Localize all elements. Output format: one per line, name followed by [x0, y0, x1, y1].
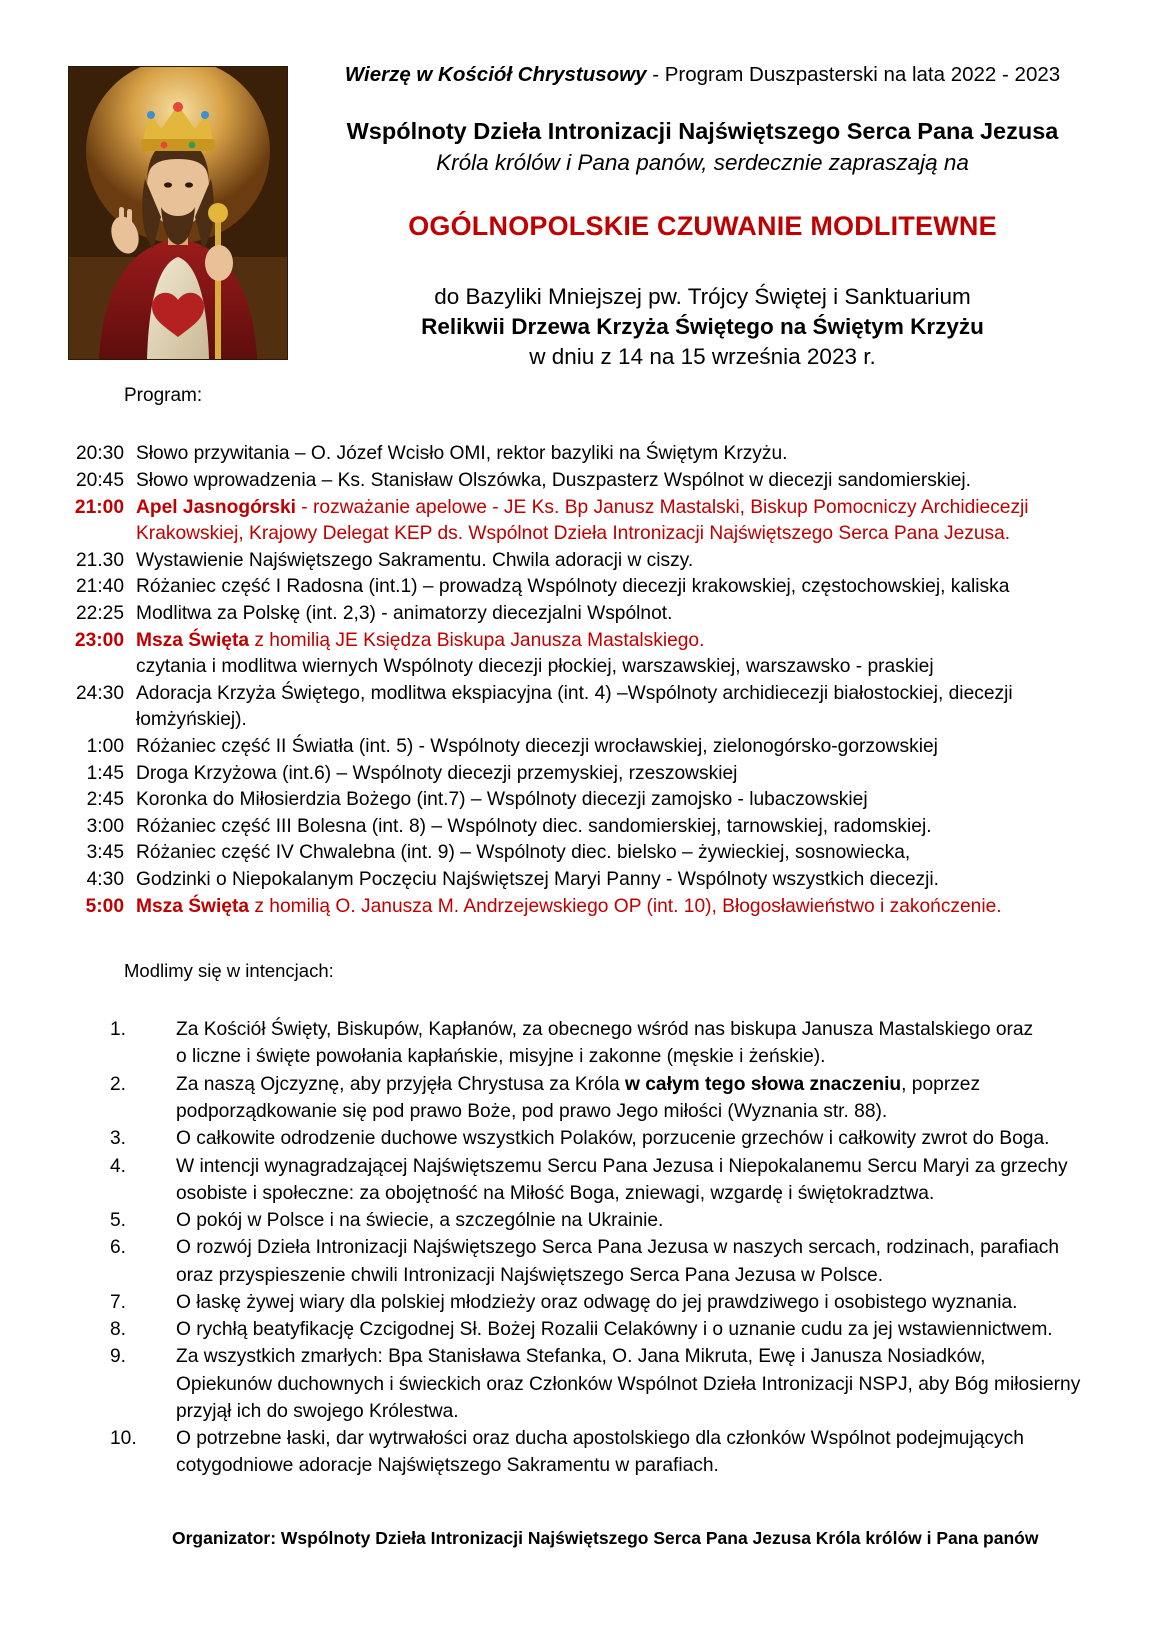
intention-text	[176, 1016, 1121, 1071]
schedule-text: łomżyńskiej).	[136, 709, 247, 731]
intention-text	[176, 1289, 1121, 1316]
schedule-text: Msza Święta z homilią JE Księdza Biskupa Janusza Mastalskiego.	[136, 629, 705, 651]
venue-line-2: Relikwii Drzewa Krzyża Świętego na Świętym Krzyżu	[421, 314, 984, 340]
schedule-text: Modlitwa za Polskę (int. 2,3) - animatorzy diecezjalni Wspólnot.	[136, 603, 673, 625]
schedule-row	[62, 734, 1117, 761]
schedule-row	[62, 761, 1117, 788]
schedule-time: 21:00	[74, 496, 124, 518]
intention-item	[110, 1125, 1121, 1152]
schedule-text: Słowo wprowadzenia – Ks. Stanisław Olszówka, Duszpasterz Wspólnot w diecezji sandomierskiej.	[136, 470, 972, 492]
schedule-list	[0, 441, 1157, 920]
schedule-row	[62, 521, 1117, 548]
schedule-text: Koronka do Miłosierdzia Bożego (int.7) – Wspólnoty diecezji zamojsko - lubaczowskiej	[136, 789, 868, 811]
schedule-time: 22:25	[75, 603, 124, 625]
event-title: OGÓLNOPOLSKIE CZUWANIE MODLITEWNE	[408, 211, 997, 242]
schedule-text: Różaniec część III Bolesna (int. 8) – Wspólnoty diec. sandomierskiej, tarnowskiej, radomskiej.	[136, 815, 932, 837]
intention-number: 5.	[110, 1210, 127, 1232]
program-series-line	[300, 62, 1105, 88]
invite-line-1: Wspólnoty Dzieła Intronizacji Najświętszego Serca Pana Jezusa	[346, 117, 1059, 144]
intention-line: O pokój w Polsce i na świecie, a szczególnie na Ukrainie.	[176, 1210, 664, 1232]
intention-line: Za wszystkich zmarłych: Bpa Stanisława Stefanka, O. Jana Mikruta, Ewę i Janusza Nosiadków,	[176, 1346, 986, 1368]
schedule-time: 1:00	[86, 736, 124, 758]
schedule-time: 20:30	[75, 443, 124, 465]
invite-line-2: Króla królów i Pana panów, serdecznie zapraszają na	[436, 150, 969, 176]
intention-number: 6.	[110, 1237, 127, 1259]
intention-number: 9.	[110, 1346, 127, 1368]
intention-text	[176, 1207, 1121, 1234]
schedule-row	[62, 548, 1117, 575]
schedule-time: 23:00	[74, 629, 124, 651]
intention-text	[176, 1316, 1121, 1343]
schedule-time: 3:45	[86, 842, 124, 864]
venue-line-1: do Bazyliki Mniejszej pw. Trójcy Świętej i Sanktuarium	[434, 284, 971, 310]
intention-line: Opiekunów duchownych i świeckich oraz Członków Wspólnot Dzieła Intronizacji NSPJ, aby Bóg miłosierny	[176, 1373, 1081, 1395]
intention-number: 2.	[110, 1073, 127, 1095]
intention-emphasis: w całym tego słowa znaczeniu	[624, 1073, 902, 1095]
intention-line: Za naszą Ojczyznę, aby przyjęła Chrystusa za Króla w całym tego słowa znaczeniu, poprzez	[176, 1073, 981, 1095]
header-text-block	[300, 62, 1105, 371]
schedule-time: 20:45	[75, 470, 124, 492]
intention-line: O rychłą beatyfikację Czcigodnej Sł. Bożej Rozalii Celakówny i o uznanie cudu za jej wstawiennictwem.	[176, 1319, 1053, 1341]
schedule-time: 2:45	[86, 789, 124, 811]
schedule-row	[62, 574, 1117, 601]
intention-line: Za Kościół Święty, Biskupów, Kapłanów, za obecnego wśród nas biskupa Janusza Mastalskiego oraz	[176, 1019, 1034, 1041]
intention-line: cotygodniowe adoracje Najświętszego Sakramentu w parafiach.	[176, 1455, 719, 1477]
schedule-time: 21:40	[75, 576, 124, 598]
schedule-text: Różaniec część II Światła (int. 5) - Wspólnoty diecezji wrocławskiej, zielonogórsko-gorzowskiej	[136, 736, 938, 758]
intention-number: 1.	[110, 1019, 127, 1041]
intentions-list	[0, 1016, 1157, 1480]
intention-number: 3.	[110, 1128, 127, 1150]
intention-line: o liczne i święte powołania kapłańskie, misyjne i zakonne (męskie i żeńskie).	[176, 1046, 826, 1068]
schedule-text: Apel Jasnogórski - rozważanie apelowe - JE Ks. Bp Janusz Mastalski, Biskup Pomocniczy Archidiecezji	[136, 496, 1029, 518]
intention-line: O całkowite odrodzenie duchowe wszystkich Polaków, porzucenie grzechów i całkowity zwrot do Boga.	[176, 1128, 1050, 1150]
schedule-text-lead: Msza Święta	[136, 629, 250, 651]
schedule-row	[62, 840, 1117, 867]
schedule-row	[62, 814, 1117, 841]
intention-text	[176, 1153, 1121, 1208]
schedule-row	[62, 867, 1117, 894]
intention-line: O potrzebne łaski, dar wytrwałości oraz ducha apostolskiego dla członków Wspólnot podejmujących	[176, 1428, 1024, 1450]
intention-number: 7.	[110, 1291, 127, 1313]
schedule-time: 24:30	[75, 682, 124, 704]
intention-item	[110, 1316, 1121, 1343]
intention-line: O rozwój Dzieła Intronizacji Najświętszego Serca Pana Jezusa w naszych sercach, rodzinach, parafiach	[176, 1237, 1060, 1259]
schedule-time: 3:00	[86, 815, 124, 837]
schedule-row	[62, 707, 1117, 734]
schedule-text: Krakowskiej, Krajowy Delegat KEP ds. Wspólnot Dzieła Intronizacji Najświętszego Serca Pana Jezusa.	[136, 523, 1011, 545]
intention-line: oraz przyspieszenie chwili Intronizacji Najświętszego Serca Pana Jezusa w Polsce.	[176, 1264, 884, 1286]
program-label: Program:	[124, 385, 203, 407]
event-date-line: w dniu z 14 na 15 września 2023 r.	[529, 343, 876, 369]
schedule-text-lead: Apel Jasnogórski	[136, 496, 296, 518]
schedule-text: Droga Krzyżowa (int.6) – Wspólnoty diecezji przemyskiej, rzeszowskiej	[136, 762, 738, 784]
schedule-row	[62, 628, 1117, 655]
schedule-time: 4:30	[86, 868, 124, 890]
program-series-rest: - Program Duszpasterski na lata 2022 - 2023	[646, 63, 1061, 86]
schedule-row	[62, 601, 1117, 628]
intention-line: podporządkowanie się pod prawo Boże, pod prawo Jego miłości (Wyznania str. 88).	[176, 1100, 888, 1122]
schedule-time: 21.30	[75, 549, 124, 571]
intention-item	[110, 1234, 1121, 1289]
schedule-text: Różaniec część IV Chwalebna (int. 9) – Wspólnoty diec. bielsko – żywieckiej, sosnowiecka,	[136, 842, 911, 864]
christ-the-king-image	[68, 66, 288, 360]
intention-item	[110, 1425, 1121, 1480]
intention-number: 8.	[110, 1319, 127, 1341]
schedule-row	[62, 441, 1117, 468]
schedule-time: 5:00	[85, 895, 124, 917]
intention-text	[176, 1125, 1121, 1152]
schedule-row	[62, 468, 1117, 495]
schedule-row	[62, 654, 1117, 681]
organizer-footer: Organizator: Wspólnoty Dzieła Intronizacji Najświętszego Serca Pana Jezusa Króla królów i Pana panów	[172, 1527, 1039, 1548]
schedule-time: 1:45	[86, 762, 124, 784]
intention-item	[110, 1016, 1121, 1071]
intention-item	[110, 1207, 1121, 1234]
schedule-row	[62, 894, 1117, 921]
intention-number: 10.	[110, 1428, 137, 1450]
schedule-text-lead: Msza Święta	[136, 895, 250, 917]
schedule-text: Godzinki o Niepokalanym Poczęciu Najświętszej Maryi Panny - Wspólnoty wszystkich diecezji.	[136, 868, 939, 890]
intention-item	[110, 1153, 1121, 1208]
intention-item	[110, 1071, 1121, 1126]
schedule-text: Różaniec część I Radosna (int.1) – prowadzą Wspólnoty diecezji krakowskiej, częstochowskiej, kaliska	[136, 576, 1010, 598]
schedule-row	[62, 495, 1117, 522]
intentions-label: Modlimy się w intencjach:	[124, 960, 334, 982]
schedule-row	[62, 787, 1117, 814]
intention-text	[176, 1071, 1121, 1126]
intention-text	[176, 1343, 1121, 1425]
schedule-row	[62, 681, 1117, 708]
schedule-text: Adoracja Krzyża Świętego, modlitwa ekspiacyjna (int. 4) –Wspólnoty archidiecezji białostockiej, diecezji	[136, 682, 1013, 704]
intention-line: O łaskę żywej wiary dla polskiej młodzieży oraz odwagę do jej prawdziwego i osobistego wyznania.	[176, 1291, 1018, 1313]
intention-line: przyjął ich do swojego Królestwa.	[176, 1400, 459, 1422]
intention-line: osobiste i społeczne: za obojętność na Miłość Boga, zniewagi, wzgardę i świętokradztwa.	[176, 1182, 935, 1204]
schedule-text: Msza Święta z homilią O. Janusza M. Andrzejewskiego OP (int. 10), Błogosławieństwo i zakończenie.	[136, 895, 1002, 917]
schedule-text: Słowo przywitania – O. Józef Wcisło OMI, rektor bazyliki na Świętym Krzyżu.	[136, 443, 788, 465]
program-series-emphasis: Wierzę w Kościół Chrystusowy	[344, 63, 647, 86]
schedule-text: czytania i modlitwa wiernych Wspólnoty diecezji płockiej, warszawskiej, warszawsko - praskiej	[136, 656, 934, 678]
intention-text	[176, 1425, 1121, 1480]
schedule-text: Wystawienie Najświętszego Sakramentu. Chwila adoracji w ciszy.	[136, 549, 694, 571]
header-section	[0, 0, 1157, 407]
intention-number: 4.	[110, 1155, 127, 1177]
intention-item	[110, 1343, 1121, 1425]
intention-item	[110, 1289, 1121, 1316]
intention-line: W intencji wynagradzającej Najświętszemu Sercu Pana Jezusa i Niepokalanemu Sercu Maryi za grzechy	[176, 1155, 1068, 1177]
intention-text	[176, 1234, 1121, 1289]
